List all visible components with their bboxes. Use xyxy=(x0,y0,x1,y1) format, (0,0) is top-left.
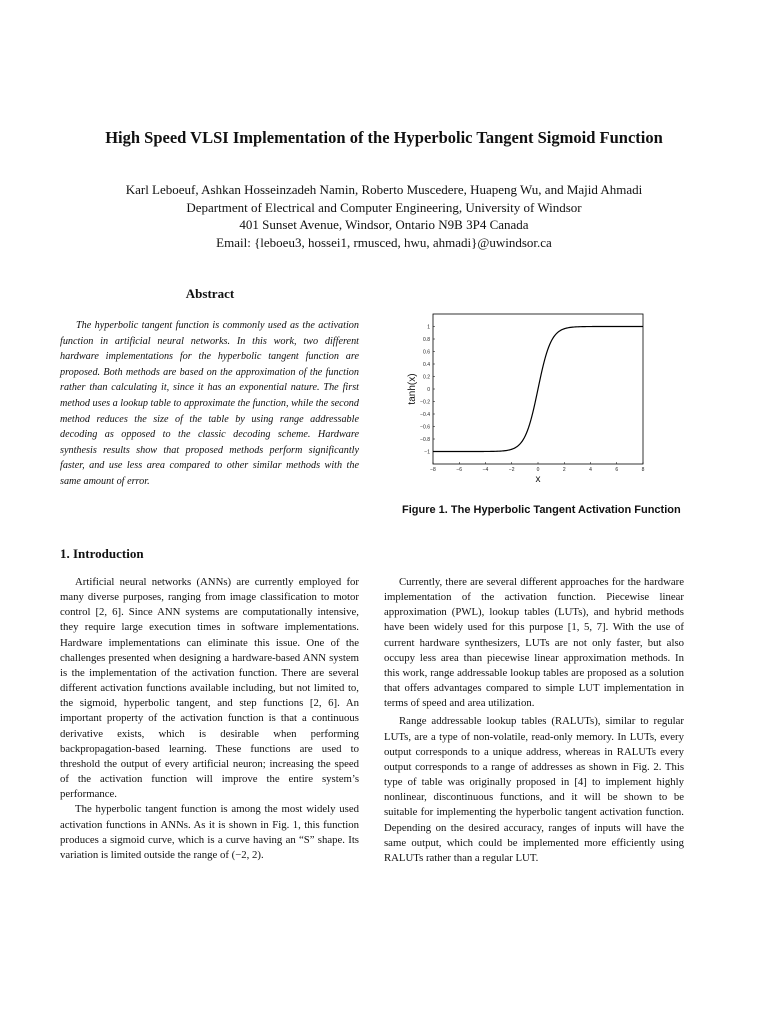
paper-title: High Speed VLSI Implementation of the Hyperbolic Tangent Sigmoid Function xyxy=(105,128,663,147)
x-tick-label: 6 xyxy=(615,467,619,473)
x-axis-label: x xyxy=(535,474,541,485)
y-tick-label: 0.6 xyxy=(423,349,430,356)
paragraph: Artificial neural networks (ANNs) are currently employed for many diverse purposes, ranging from image classification to motor control [2, 6]. Since ANN systems are computationally intensive, they require large execution times in software implementations. Hardware implementations can eliminate this issue. One of the challenges presented when designing a hardware-based ANN system is the implementation of the activation function. There are several different activation functions available including, but not limited to, the sigmoid, hyperbolic tangent, and step functions [2, 6]. An important property of the activation function is that a continuous derivative exists, which is desirable when performing backpropagation-based learning. These functions are used to threshold the output of every artificial neuron; increasing the speed of the activation function will improve the entire system’s performance. xyxy=(60,576,359,801)
x-tick-label: 4 xyxy=(589,467,592,473)
paragraph: The hyperbolic tangent function is among the most widely used activation functions in ANNs. As it is shown in Fig. 1, this function produces a sigmoid curve, which is a curve having an “S” shape. Its variation is limited outside the range of (−2, 2). xyxy=(60,803,359,861)
x-tick-label: 8 xyxy=(641,467,645,473)
abstract-text: The hyperbolic tangent function is commonly used as the activation function in artificial neural networks. In this work, two different hardware implementations for the hyperbolic tangent function are proposed. Both methods are based on the approximation of the function rather than calculating it, since it has an exponential nature. The first method uses a lookup table to approximate the function, while the second method reduces the size of the table by using range addressable decoding as opposed to the classic decoding scheme. Hardware synthesis results show that proposed methods perform significantly faster, and use less area compared to other similar methods with the same amount of error. xyxy=(60,320,359,487)
address: 401 Sunset Avenue, Windsor, Ontario N9B 3P4 Canada xyxy=(239,217,529,233)
y-tick-label: −1 xyxy=(424,449,430,456)
x-tick-label: 0 xyxy=(536,467,540,473)
y-tick-label: 0.8 xyxy=(423,336,430,343)
paragraph: Currently, there are several different approaches for the hardware implementation of the activation function. Piecewise linear approximation (PWL), lookup tables (LUTs), and hybrid methods have been widely used for this purpose [1, 5, 7]. With the use of current hardware synthesizers, LUTs are not only faster, but also occupy less area than piecewise linear approximation methods. In this work, range addressable lookup tables are proposed as a solution that offers advantages compared to simple LUT implementation in terms of speed and area utilization. xyxy=(384,576,684,710)
left-column-text xyxy=(60,575,359,863)
y-tick-label: 0 xyxy=(427,386,430,393)
x-tick-label: −8 xyxy=(430,467,436,473)
section-heading-introduction: 1. Introduction xyxy=(60,546,144,561)
figure-1 xyxy=(398,306,658,486)
x-tick-label: −6 xyxy=(456,467,463,473)
affiliation: Department of Electrical and Computer Engineering, University of Windsor xyxy=(186,199,582,215)
y-tick-label: −0.6 xyxy=(420,424,430,431)
authors: Karl Leboeuf, Ashkan Hosseinzadeh Namin, Roberto Muscedere, Huapeng Wu, and Majid Ahmadi xyxy=(125,182,643,197)
email: Email: {leboeu3, hossei1, rmusced, hwu, ahmadi}@uwindsor.ca xyxy=(216,234,552,250)
y-tick-label: 0.2 xyxy=(423,374,430,381)
tanh-series-line xyxy=(433,327,643,452)
y-tick-label: −0.4 xyxy=(420,411,430,418)
y-tick-label: −0.2 xyxy=(420,399,430,406)
tanh-chart xyxy=(398,306,658,486)
x-tick-label: −2 xyxy=(508,467,515,473)
y-tick-label: 0.4 xyxy=(423,361,430,368)
y-tick-label: −0.8 xyxy=(420,436,430,443)
x-tick-label: −4 xyxy=(482,467,489,473)
y-tick-label: 1 xyxy=(427,324,430,331)
x-tick-label: 2 xyxy=(562,467,566,473)
author-block xyxy=(0,181,768,251)
figure-1-caption: Figure 1. The Hyperbolic Tangent Activation Function xyxy=(402,504,681,516)
y-axis-label: tanh(x) xyxy=(407,373,418,405)
paragraph: Range addressable lookup tables (RALUTs), similar to regular LUTs, are a type of non-volatile, read-only memory. In LUTs, every output corresponds to a unique address, whereas in RALUTs every output corresponds to a range of addresses as shown in Fig. 2. This type of table was originally proposed in [4] to implement highly nonlinear, discontinuous functions, and it will be shown to be suitable for implementing the hyperbolic tangent activation function. Depending on the desired accuracy, ranges of inputs will have the same output, which could be implemented more efficiently using RALUTs rather than a regular LUT. xyxy=(384,715,684,864)
abstract-heading: Abstract xyxy=(185,286,235,301)
right-column-text xyxy=(384,575,684,866)
